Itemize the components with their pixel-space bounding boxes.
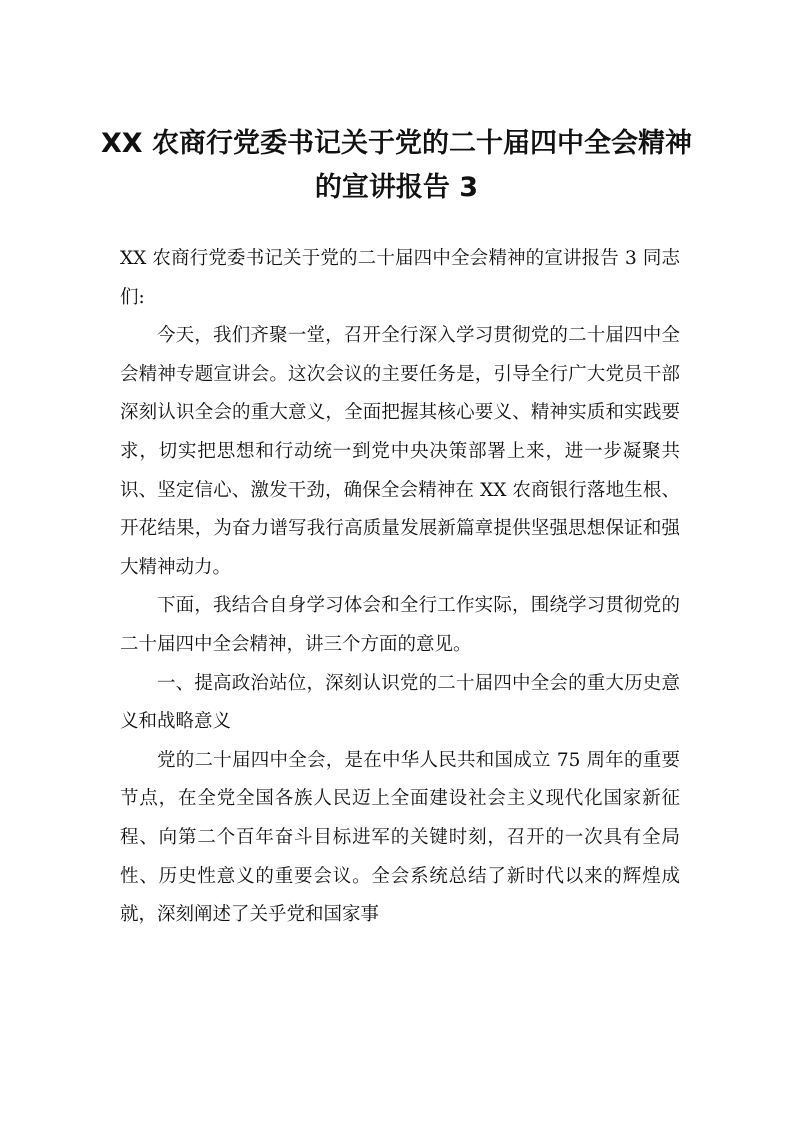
body-paragraph: 今天，我们齐聚一堂，召开全行深入学习贯彻党的二十届四中全会精神专题宣讲会。这次会议的主要任务是，引导全行广大党员干部深刻认识全会的重大意义，全面把握其核心要义、精神实质和实践要求，切实把思想和行动统一到党中央决策部署上来，进一步凝聚共识、坚定信心、激发干劲，确保全会精神在 XX 农商银行落地生根、开花结果，为奋力谱写我行高质量发展新篇章提供坚强思想保证和强大精神动力。: [120, 325, 680, 578]
salutation-paragraph: XX 农商行党委书记关于党的二十届四中全会精神的宣讲报告 3 同志们:: [120, 248, 680, 308]
document-title: XX 农商行党委书记关于党的二十届四中全会精神的宣讲报告 3: [100, 128, 693, 203]
body-paragraph: 下面，我结合自身学习体会和全行工作实际，围绕学习贯彻党的二十届四中全会精神，讲三个方面的意见。: [120, 595, 680, 655]
body-paragraph: 党的二十届四中全会，是在中华人民共和国成立 75 周年的重要节点，在全党全国各族人民迈上全面建设社会主义现代化国家新征程、向第二个百年奋斗目标进军的关键时刻，召开的一次具有全局性、历史性意义的重要会议。全会系统总结了新时代以来的辉煌成就，深刻阐述了关乎党和国家事: [120, 749, 680, 926]
document-body: [120, 240, 680, 935]
section-heading: 一、提高政治站位，深刻认识党的二十届四中全会的重大历史意义和战略意义: [120, 672, 680, 733]
